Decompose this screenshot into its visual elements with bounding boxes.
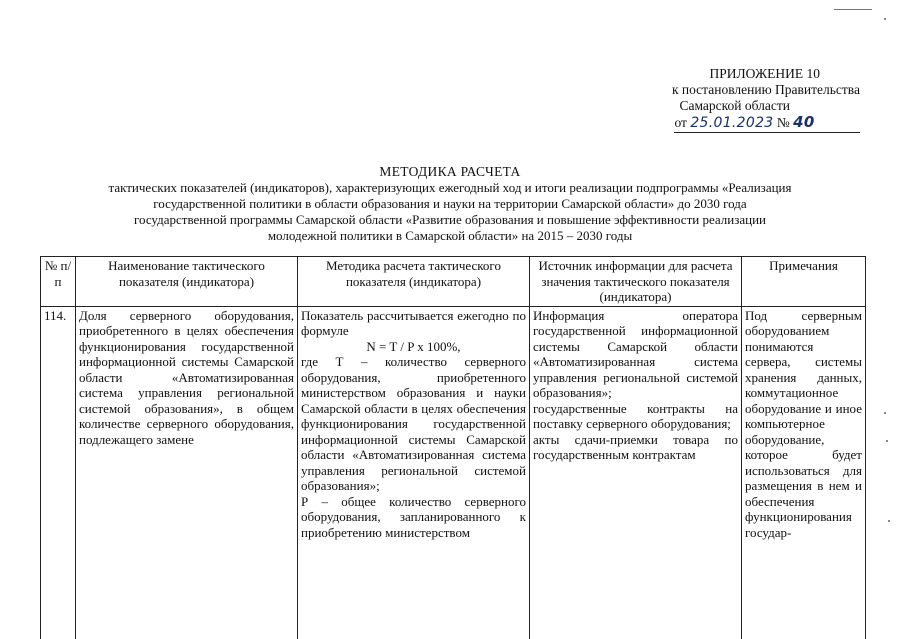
- heading-line-2: государственной политики в области образования и науки на территории Самарской области» до 2030 года: [153, 196, 747, 211]
- scan-mark: [886, 440, 888, 442]
- scan-mark: [888, 520, 890, 522]
- header-number: № п/п: [41, 257, 76, 307]
- scan-mark: [884, 412, 886, 414]
- source-acts: акты сдачи-приемки товара по государственным контрактам: [533, 431, 738, 462]
- header-source: Источник информации для расчета значения тактического показателя (индикатора): [530, 257, 742, 307]
- appendix-date-line: [560, 114, 860, 133]
- source-contracts: государственные контракты на поставку серверного оборудования;: [533, 400, 738, 431]
- appendix-decree: к постановлению Правительства: [671, 82, 860, 97]
- number-prefix: №: [776, 115, 790, 130]
- method-t-definition: где Т – количество серверного оборудования, приобретенного министерством образования и науки Самарской области в целях обеспечения функционирования государственной информационной системы Самарской области «Автоматизированная система управления региональной системой образования»;: [301, 354, 526, 493]
- table-header-row: [41, 257, 866, 307]
- header-notes: Примечания: [742, 257, 866, 307]
- header-name: Наименование тактического показателя (индикатора): [76, 257, 298, 307]
- calculation-method: [298, 306, 530, 639]
- source-operator: Информация оператора государственной информационной системы Самарской области «Автоматизированная система управления региональной системой образования»;: [533, 307, 738, 400]
- method-p-definition: Р – общее количество серверного оборудования, запланированного к приобретению министерством: [301, 493, 526, 540]
- method-formula: N = T / P x 100%,: [366, 338, 461, 354]
- handwritten-date: 25.01.2023: [690, 115, 774, 131]
- methodology-table: [40, 256, 866, 639]
- document-heading: [40, 164, 860, 244]
- heading-line-4: молодежной политики в Самарской области» на 2015 – 2030 годы: [267, 228, 633, 243]
- row-number: 114.: [41, 306, 76, 639]
- heading-line-3: государственной программы Самарской области «Развитие образования и повышение эффективности реализации: [134, 212, 766, 227]
- header-method: Методика расчета тактического показателя (индикатора): [298, 257, 530, 307]
- date-prefix: от: [674, 115, 687, 130]
- appendix-block: [560, 66, 860, 133]
- handwritten-number: 40: [793, 113, 815, 131]
- heading-line-1: тактических показателей (индикаторов), характеризующих ежегодный ход и итоги реализации подпрограммы «Реализация: [108, 180, 792, 195]
- appendix-title: ПРИЛОЖЕНИЕ 10: [709, 66, 820, 81]
- table-row: [41, 306, 866, 639]
- appendix-region: Самарской области: [679, 98, 790, 113]
- document-title: МЕТОДИКА РАСЧЕТА: [379, 164, 521, 179]
- scan-mark: [884, 18, 886, 20]
- top-rule: [834, 9, 872, 10]
- information-source: [530, 306, 742, 639]
- method-intro: Показатель рассчитывается ежегодно по формуле: [301, 307, 526, 338]
- notes: Под серверным оборудованием понимаются серверa, системы хранения данных, коммутационное оборудование и иное компьютерное оборудование, которое будет использоваться для размещения в нем и обеспечения функционирования государ-: [742, 306, 866, 639]
- indicator-name: Доля серверного оборудования, приобретенного в целях обеспечения функционирования государственной информационной системы Самарской области «Автоматизированная система управления региональной системой образования», в общем количестве серверного оборудования, подлежащего замене: [76, 306, 298, 639]
